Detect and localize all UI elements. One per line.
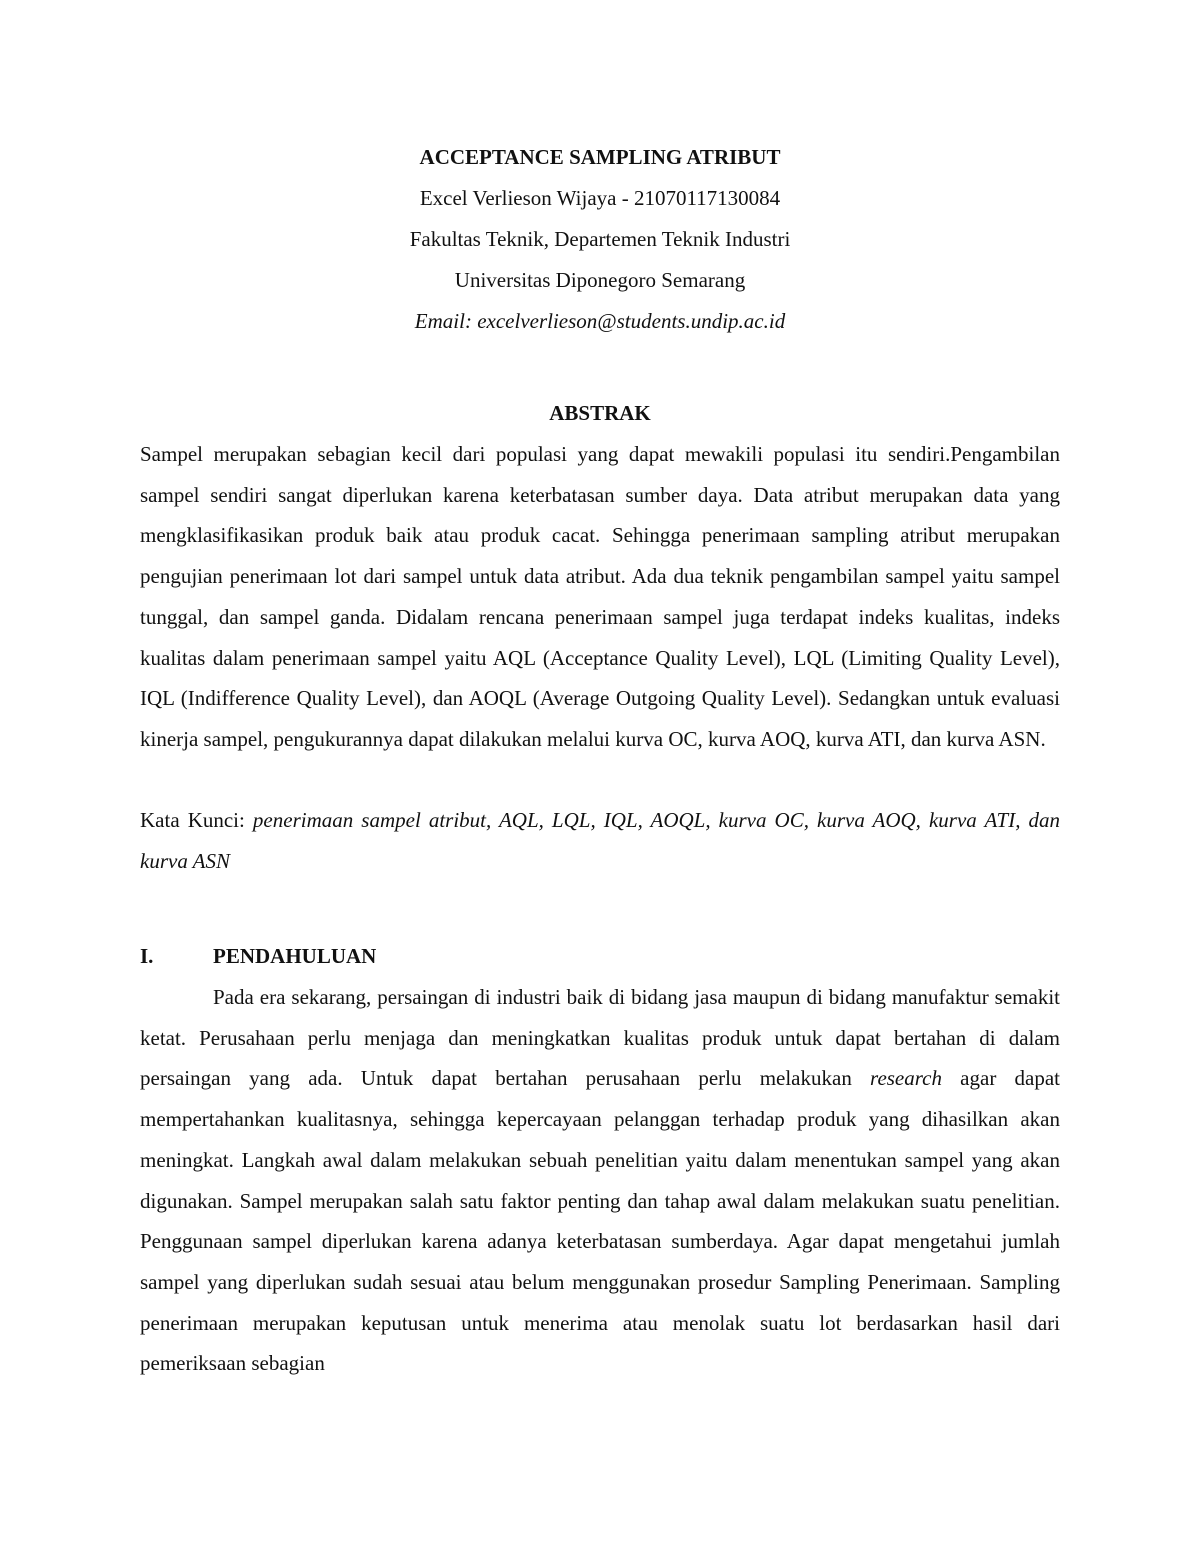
email-line: Email: excelverlieson@students.undip.ac.id (414, 309, 786, 333)
abstract-heading: ABSTRAK (549, 401, 651, 425)
abstract-body: Sampel merupakan sebagian kecil dari populasi yang dapat mewakili populasi itu sendiri.Pengambilan sampel sendiri sangat diperlukan karena keterbatasan sumber daya. Data atribut merupakan data yang mengklasifikasikan produk baik atau produk cacat. Sehingga penerimaan sampling atribut merupakan pengujian penerimaan lot dari sampel untuk data atribut. Ada dua teknik pengambilan sampel yaitu sampel tunggal, dan sampel ganda. Didalam rencana penerimaan sampel juga terdapat indeks kualitas, indeks kualitas dalam penerimaan sampel yaitu AQL (Acceptance Quality Level), LQL (Limiting Quality Level), IQL (Indifference Quality Level), dan AOQL (Average Outgoing Quality Level). Sedangkan untuk evaluasi kinerja sampel, pengukurannya dapat dilakukan melalui kurva OC, kurva AOQ, kurva ATI, dan kurva ASN. (140, 442, 1060, 751)
introduction-body (140, 977, 1060, 1384)
section-title: PENDAHULUAN (213, 944, 377, 968)
keywords-list: penerimaan sampel atribut, AQL, LQL, IQL, AOQL, kurva OC, kurva AOQ, kurva ATI, dan kurva ASN (140, 808, 1060, 873)
university-line: Universitas Diponegoro Semarang (454, 268, 746, 292)
keywords-label: Kata Kunci: (140, 808, 253, 832)
intro-text-part2: agar dapat mempertahankan kualitasnya, sehingga kepercayaan pelanggan terhadap produk yang dihasilkan akan meningkat. Langkah awal dalam melakukan sebuah penelitian yaitu dalam menentukan sampel yang akan digunakan. Sampel merupakan salah satu faktor penting dan tahap awal dalam melakukan suatu penelitian. Penggunaan sampel diperlukan karena adanya keterbatasan sumberdaya. Agar dapat mengetahui jumlah sampel yang diperlukan sudah sesuai atau belum menggunakan prosedur Sampling Penerimaan. Sampling penerimaan merupakan keputusan untuk menerima atau menolak suatu lot berdasarkan hasil dari pemeriksaan sebagian (140, 1066, 1060, 1376)
section-heading (140, 942, 376, 970)
keywords-paragraph (140, 800, 1060, 881)
section-number: I. (140, 944, 154, 968)
intro-text-part1: Pada era sekarang, persaingan di industri baik di bidang jasa maupun di bidang manufaktur semakit ketat. Perusahaan perlu menjaga dan meningkatkan kualitas produk untuk dapat bertahan di dalam persaingan yang ada. Untuk dapat bertahan perusahaan perlu melakukan (140, 985, 1060, 1091)
faculty-line: Fakultas Teknik, Departemen Teknik Industri (409, 227, 791, 251)
author-line: Excel Verlieson Wijaya - 21070117130084 (419, 186, 781, 210)
paper-title: ACCEPTANCE SAMPLING ATRIBUT (419, 145, 781, 169)
intro-italic-term: research (870, 1066, 942, 1091)
